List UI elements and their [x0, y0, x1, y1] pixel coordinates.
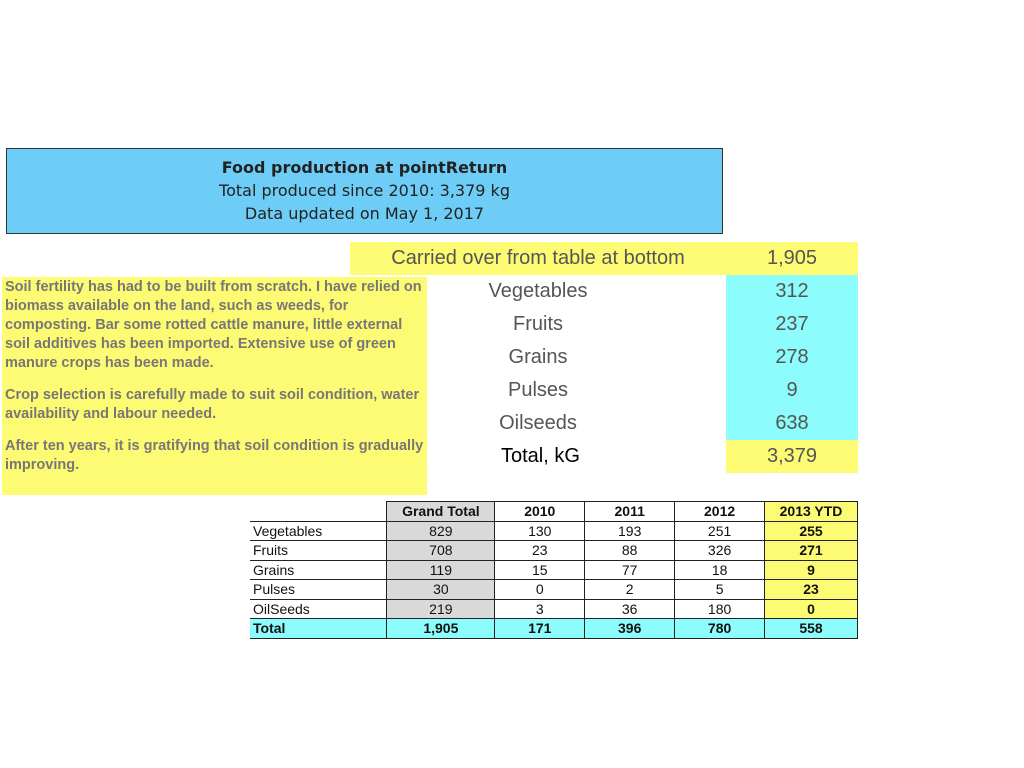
title-box — [6, 148, 723, 234]
cell-2011: 2 — [585, 580, 675, 600]
cell-2012: 18 — [675, 560, 765, 580]
updated-date-line: Data updated on May 1, 2017 — [244, 204, 485, 223]
total-produced-line: Total produced since 2010: 3,379 kg — [219, 181, 510, 200]
cell-2013-ytd: 558 — [765, 619, 858, 639]
header-2011: 2011 — [585, 502, 675, 522]
production-table — [250, 501, 858, 639]
header-2012: 2012 — [675, 502, 765, 522]
row-label: Grains — [250, 560, 387, 580]
header-2013-ytd: 2013 YTD — [765, 502, 858, 522]
cell-2011: 77 — [585, 560, 675, 580]
summary-item-value: 237 — [726, 308, 858, 341]
cell-grand-total: 829 — [387, 521, 495, 541]
cell-2011: 36 — [585, 599, 675, 619]
summary-item-label: Vegetables — [488, 280, 588, 302]
page-title: Food production at pointReturn — [221, 158, 508, 177]
cell-grand-total: 708 — [387, 541, 495, 561]
cell-2011: 88 — [585, 541, 675, 561]
cell-2010: 15 — [495, 560, 585, 580]
summary-item-label: Pulses — [507, 379, 569, 401]
cell-2012: 780 — [675, 619, 765, 639]
note-paragraph: After ten years, it is gratifying that soil condition is gradually improving. — [5, 438, 424, 473]
row-label: Vegetables — [250, 521, 387, 541]
cell-2011: 396 — [585, 619, 675, 639]
table-row — [250, 560, 858, 580]
table-row — [250, 541, 858, 561]
cell-2013-ytd: 23 — [765, 580, 858, 600]
summary-item-label: Grains — [508, 346, 568, 368]
summary-total-value: 3,379 — [726, 440, 858, 473]
row-label: OilSeeds — [250, 599, 387, 619]
row-label: Total — [250, 619, 387, 639]
summary-row-carried — [350, 242, 858, 275]
cell-2010: 130 — [495, 521, 585, 541]
cell-2010: 3 — [495, 599, 585, 619]
summary-item-value: 278 — [726, 341, 858, 374]
cell-2012: 251 — [675, 521, 765, 541]
notes-box — [2, 277, 427, 495]
cell-2012: 180 — [675, 599, 765, 619]
cell-grand-total: 219 — [387, 599, 495, 619]
table-header-row — [250, 502, 858, 522]
summary-item-label: Oilseeds — [499, 412, 577, 434]
row-label: Pulses — [250, 580, 387, 600]
cell-2013-ytd: 255 — [765, 521, 858, 541]
cell-grand-total: 1,905 — [387, 619, 495, 639]
row-label: Fruits — [250, 541, 387, 561]
summary-item-value: 638 — [726, 407, 858, 440]
table-row — [250, 599, 858, 619]
cell-2010: 171 — [495, 619, 585, 639]
table-total-row — [250, 619, 858, 639]
cell-2013-ytd: 0 — [765, 599, 858, 619]
header-corner — [250, 502, 387, 522]
summary-carried-value: 1,905 — [726, 242, 858, 275]
table-row — [250, 521, 858, 541]
cell-2013-ytd: 271 — [765, 541, 858, 561]
cell-2011: 193 — [585, 521, 675, 541]
header-grand-total: Grand Total — [387, 502, 495, 522]
summary-total-label: Total, kG — [501, 445, 580, 467]
note-paragraph: Soil fertility has had to be built from scratch. I have relied on biomass available on the land, such as weeds, for composting. Bar some rotted cattle manure, little external soil additives has been imported. Extensive use of green manure crops has been made. — [5, 279, 422, 371]
header-2010: 2010 — [495, 502, 585, 522]
summary-item-value: 9 — [726, 374, 858, 407]
cell-2010: 0 — [495, 580, 585, 600]
cell-grand-total: 30 — [387, 580, 495, 600]
table-row — [250, 580, 858, 600]
summary-carried-label: Carried over from table at bottom — [350, 242, 726, 275]
cell-2012: 5 — [675, 580, 765, 600]
cell-2013-ytd: 9 — [765, 560, 858, 580]
summary-item-label: Fruits — [513, 313, 563, 335]
cell-grand-total: 119 — [387, 560, 495, 580]
cell-2012: 326 — [675, 541, 765, 561]
summary-item-value: 312 — [726, 275, 858, 308]
note-paragraph: Crop selection is carefully made to suit soil condition, water availability and labour needed. — [5, 387, 420, 422]
cell-2010: 23 — [495, 541, 585, 561]
